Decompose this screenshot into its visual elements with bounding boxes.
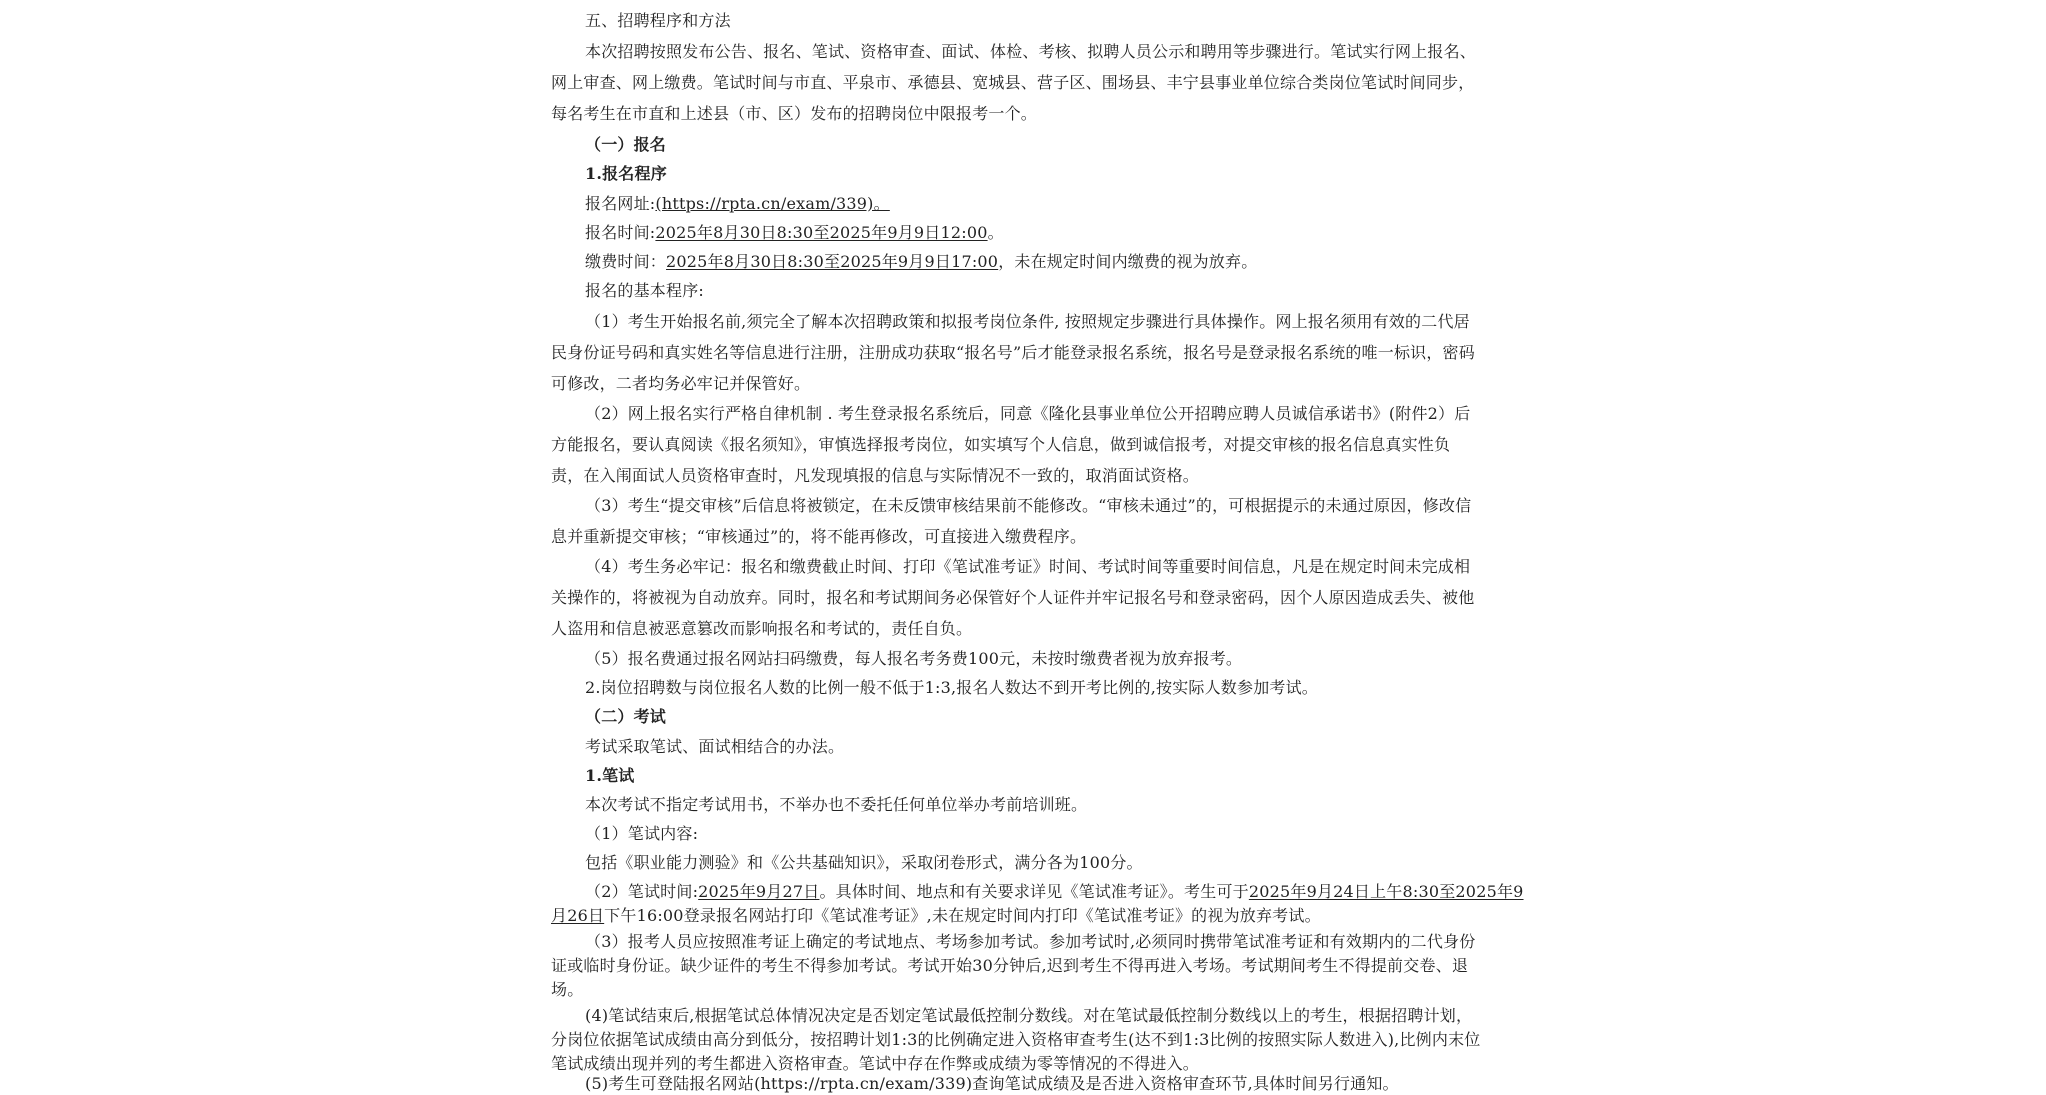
registration-procedure-heading: 1.报名程序	[585, 164, 667, 183]
registration-url-line	[585, 193, 890, 215]
written-rule-4-line-1: (4)笔试结束后,根据笔试总体情况决定是否划定笔试最低控制分数线。对在笔试最低控制分数线以上的考生，根据招聘计划，	[585, 1006, 1473, 1025]
written-time-label: （2）笔试时间:	[585, 882, 699, 901]
basic-procedure-heading: 报名的基本程序:	[585, 281, 704, 300]
written-time-line-2	[551, 905, 1321, 927]
fee-time-line	[585, 251, 1257, 273]
proc-3-line-1: （3）考生“提交审核”后信息将被锁定，在未反馈审核结果前不能修改。“审核未通过”的，可根据提示的未通过原因，修改信	[585, 496, 1472, 515]
exam-method: 考试采取笔试、面试相结合的办法。	[585, 737, 845, 756]
print-window-start: 2025年9月24日上午8:30至2025年9	[1248, 882, 1524, 901]
fee-time-note: ，未在规定时间内缴费的视为放弃。	[998, 252, 1258, 271]
written-exam-date: 2025年9月27日	[698, 882, 820, 901]
print-window-note: 下午16:00登录报名网站打印《笔试准考证》,未在规定时间内打印《笔试准考证》的视为放弃考试。	[604, 906, 1321, 925]
registration-time-value: 2025年8月30日8:30至2025年9月9日12:00	[655, 223, 988, 242]
subsection-exam-title: （二）考试	[585, 707, 667, 726]
fee-time-value: 2025年8月30日8:30至2025年9月9日17:00	[666, 252, 999, 271]
proc-4-line-2: 关操作的，将被视为自动放弃。同时，报名和考试期间务必保管好个人证件并牢记报名号和登录密码，因个人原因造成丢失、被他	[551, 588, 1475, 607]
intro-line-3: 每名考生在市直和上述县（市、区）发布的招聘岗位中限报考一个。	[551, 104, 1038, 123]
written-rule-3-line-1: （3）报考人员应按照准考证上确定的考试地点、考场参加考试。参加考试时,必须同时携带笔试准考证和有效期内的二代身份	[585, 932, 1476, 951]
registration-time-label: 报名时间:	[585, 223, 656, 242]
proc-5-line-1: （5）报名费通过报名网站扫码缴费，每人报名考务费100元，未按时缴费者视为放弃报考。	[585, 649, 1243, 668]
written-rule-4-line-3: 笔试成绩出现并列的考生都进入资格审查。笔试中存在作弊或成绩为零等情况的不得进入。	[551, 1054, 1200, 1073]
registration-time-line	[585, 222, 1004, 244]
subsection-registration-title: （一）报名	[585, 135, 667, 154]
written-rule-3-line-2: 证或临时身份证。缺少证件的考生不得参加考试。考试开始30分钟后,迟到考生不得再进入考场。考试期间考生不得提前交卷、退	[551, 956, 1469, 975]
proc-1-line-2: 民身份证号码和真实姓名等信息进行注册，注册成功获取“报名号”后才能登录报名系统，报名号是登录报名系统的唯一标识，密码	[551, 343, 1475, 362]
fee-time-label: 缴费时间：	[585, 252, 667, 271]
section-5-title: 五、招聘程序和方法	[585, 11, 731, 30]
intro-line-1: 本次招聘按照发布公告、报名、笔试、资格审查、面试、体检、考核、拟聘人员公示和聘用等步骤进行。笔试实行网上报名、	[585, 42, 1477, 61]
proc-2-line-2: 方能报名，要认真阅读《报名须知》，审慎选择报考岗位，如实填写个人信息，做到诚信报考，对提交审核的报名信息真实性负	[551, 435, 1451, 454]
written-rule-4-line-2: 分岗位依据笔试成绩由高分到低分，按招聘计划1:3的比例确定进入资格审查考生(达不到1:3比例的按照实际人数进入),比例内末位	[551, 1030, 1481, 1049]
ratio-rule: 2.岗位招聘数与岗位报名人数的比例一般不低于1:3,报名人数达不到开考比例的,按实际人数参加考试。	[585, 678, 1318, 697]
written-content: 包括《职业能力测验》和《公共基础知识》，采取闭卷形式，满分各为100分。	[585, 853, 1143, 872]
proc-4-line-1: （4）考生务必牢记：报名和缴费截止时间、打印《笔试准考证》时间、考试时间等重要时间信息，凡是在规定时间未完成相	[585, 557, 1471, 576]
proc-1-line-1: （1）考生开始报名前,须完全了解本次招聘政策和拟报考岗位条件, 按照规定步骤进行具体操作。网上报名须用有效的二代居	[585, 312, 1470, 331]
written-rule-3-line-3: 场。	[551, 980, 584, 999]
intro-line-2: 网上审查、网上缴费。笔试时间与市直、平泉市、承德县、宽城县、营子区、围场县、丰宁县事业单位综合类岗位笔试时间同步，	[551, 73, 1475, 92]
proc-3-line-2: 息并重新提交审核；“审核通过”的，将不能再修改，可直接进入缴费程序。	[551, 527, 1087, 546]
written-rule-5-line-1: (5)考生可登陆报名网站(https://rpta.cn/exam/339)查询笔试成绩及是否进入资格审查环节,具体时间另行通知。	[585, 1074, 1399, 1093]
proc-1-line-3: 可修改，二者均务必牢记并保管好。	[551, 374, 811, 393]
registration-url-link[interactable]: (https://rpta.cn/exam/339)。	[655, 194, 890, 213]
registration-url-label: 报名网址:	[585, 194, 656, 213]
proc-4-line-3: 人盗用和信息被恶意篡改而影响报名和考试的，责任自负。	[551, 619, 973, 638]
proc-2-line-3: 责，在入闱面试人员资格审查时，凡发现填报的信息与实际情况不一致的，取消面试资格。	[551, 466, 1200, 485]
registration-time-end: 。	[987, 223, 1004, 242]
written-content-heading: （1）笔试内容:	[585, 824, 699, 843]
written-exam-heading: 1.笔试	[585, 766, 635, 785]
proc-2-line-1: （2）网上报名实行严格自律机制 . 考生登录报名系统后，同意《隆化县事业单位公开招聘应聘人员诚信承诺书》(附件2）后	[585, 404, 1471, 423]
written-time-line-1	[585, 881, 1524, 903]
print-window-end-date: 月26日	[551, 906, 605, 925]
written-time-details: 。具体时间、地点和有关要求详见《笔试准考证》。考生可于	[819, 882, 1249, 901]
written-exam-intro: 本次考试不指定考试用书，不举办也不委托任何单位举办考前培训班。	[585, 795, 1088, 814]
